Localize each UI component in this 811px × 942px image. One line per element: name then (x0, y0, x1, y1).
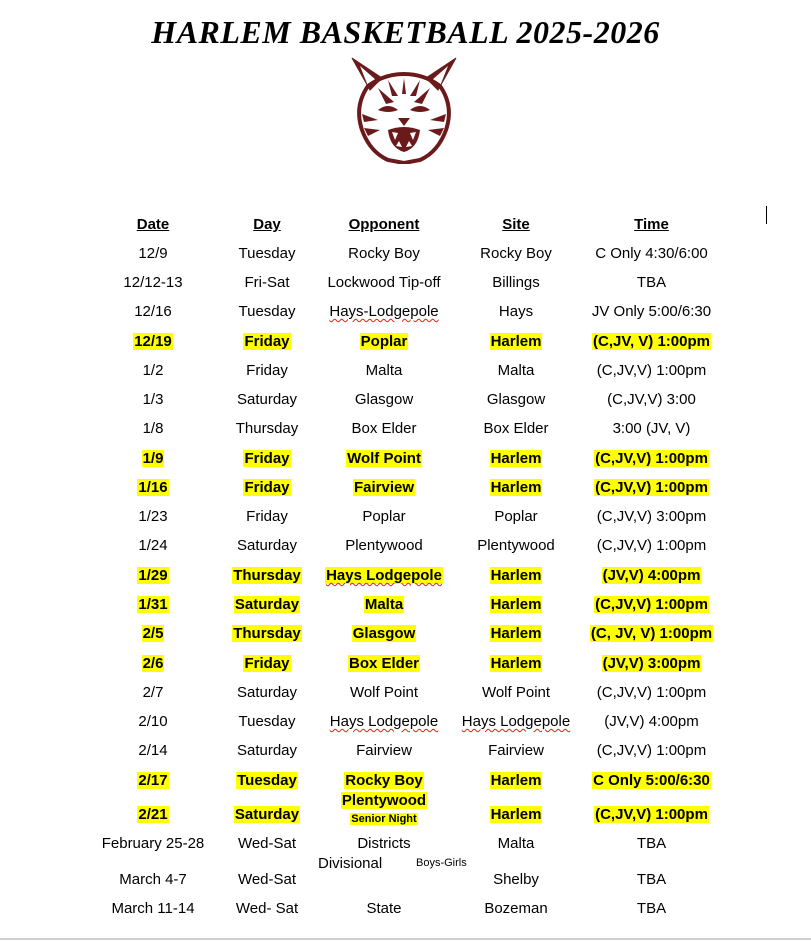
row-time: TBA (636, 871, 667, 888)
row-opponent: Wolf Point (349, 684, 419, 701)
row-opponent: Rocky Boy (348, 245, 420, 262)
row-opponent: State (366, 900, 402, 917)
row-opponent: Fairview (356, 742, 412, 759)
row-site: Rocky Boy (480, 245, 552, 262)
row-opponent-text: Box Elder (348, 655, 420, 672)
row-opponent (318, 625, 450, 643)
row-time-text: C Only 5:00/6:30 (593, 772, 710, 789)
row-opponent (318, 855, 467, 872)
row-site (449, 713, 583, 731)
row-day: Saturday (236, 742, 298, 759)
row-opponent-note: Senior Night (351, 813, 417, 825)
row-site-text: Harlem (490, 479, 542, 496)
row-day-text: Saturday (234, 596, 300, 613)
row-date-text: 12/19 (134, 333, 172, 350)
row-day (212, 450, 322, 468)
row-time-text: (C,JV,V) 1:00pm (595, 479, 708, 496)
row-day (212, 625, 322, 643)
row-date-text: 2/5 (142, 625, 164, 642)
row-site-text: Harlem (490, 567, 542, 584)
row-opponent-text: Glasgow (352, 625, 416, 642)
row-site: Malta (497, 835, 535, 852)
row-date (93, 772, 213, 790)
row-time: TBA (636, 835, 667, 852)
row-time: (C,JV,V) 3:00 (607, 391, 696, 408)
row-opponent-text: Divisional (318, 855, 383, 872)
row-time (579, 806, 724, 824)
row-day: Friday (246, 508, 288, 525)
row-opponent: Malta (365, 362, 403, 379)
row-opponent (318, 655, 450, 673)
row-site (449, 450, 583, 468)
row-site: Billings (492, 274, 540, 291)
row-date: 2/7 (142, 684, 164, 701)
row-time: JV Only 5:00/6:30 (591, 303, 712, 320)
row-site-text: Harlem (490, 596, 542, 613)
row-date: 1/8 (142, 420, 164, 437)
row-opponent-text: Hays Lodgepole (326, 567, 442, 584)
row-site-text: Harlem (490, 333, 542, 350)
row-date: 2/14 (138, 742, 168, 759)
row-site (449, 596, 583, 614)
row-day: Thursday (235, 420, 299, 437)
row-day (212, 655, 322, 673)
row-day-text: Friday (244, 450, 290, 467)
row-site: Shelby (493, 871, 539, 888)
row-day-text: Thursday (233, 567, 301, 584)
row-day (212, 596, 322, 614)
row-date-text: 1/31 (138, 596, 168, 613)
row-date-text: 2/21 (138, 806, 168, 823)
row-opponent (318, 333, 450, 351)
row-date: 12/16 (134, 303, 172, 320)
row-day-text: Thursday (233, 625, 301, 642)
row-day: Fri-Sat (244, 274, 290, 291)
row-time-text: (C, JV, V) 1:00pm (590, 625, 713, 642)
row-day-text: Saturday (234, 806, 300, 823)
row-day: Tuesday (238, 713, 296, 730)
row-date (93, 479, 213, 497)
row-site: Plentywood (477, 537, 555, 554)
row-day: Wed-Sat (237, 871, 297, 888)
header-time: Time (634, 216, 669, 233)
row-date-text: 1/9 (142, 450, 164, 467)
row-time: TBA (636, 900, 667, 917)
row-day (212, 567, 322, 585)
row-date: 1/2 (142, 362, 164, 379)
row-time (579, 479, 724, 497)
row-time: 3:00 (JV, V) (612, 420, 691, 437)
row-site-text: Harlem (490, 655, 542, 672)
row-site-text: Harlem (490, 450, 542, 467)
row-opponent (318, 713, 450, 731)
row-day (212, 772, 322, 790)
row-time (579, 655, 724, 673)
row-time: C Only 4:30/6:00 (595, 245, 708, 262)
header-date: Date (136, 216, 170, 233)
row-day: Tuesday (238, 303, 296, 320)
header-day: Day (253, 216, 281, 233)
row-time: TBA (636, 274, 667, 291)
row-time (579, 772, 724, 790)
row-opponent: Lockwood Tip-off (327, 274, 441, 291)
row-site: Glasgow (486, 391, 546, 408)
row-day: Saturday (236, 391, 298, 408)
row-site: Fairview (488, 742, 544, 759)
row-time (579, 450, 724, 468)
row-date-text: 2/6 (142, 655, 164, 672)
row-day-text: Friday (244, 333, 290, 350)
row-day: Tuesday (238, 245, 296, 262)
page-bottom-edge (0, 938, 811, 940)
row-time-text: (JV,V) 4:00pm (602, 567, 701, 584)
row-opponent-text: Wolf Point (347, 450, 421, 467)
row-opponent-text: Plentywood (341, 792, 427, 809)
row-opponent: Glasgow (354, 391, 414, 408)
row-time-text: (C,JV,V) 1:00pm (595, 806, 708, 823)
row-time: (C,JV,V) 1:00pm (596, 684, 707, 701)
row-time: (C,JV,V) 1:00pm (596, 537, 707, 554)
row-date (93, 806, 213, 824)
row-day: Wed-Sat (237, 835, 297, 852)
row-date-text: 2/17 (138, 772, 168, 789)
row-time-text: (C,JV,V) 1:00pm (595, 450, 708, 467)
row-day: Friday (246, 362, 288, 379)
row-opponent: Poplar (362, 508, 406, 525)
row-opponent: Districts (357, 835, 411, 852)
row-date (93, 625, 213, 643)
row-day: Saturday (236, 537, 298, 554)
row-opponent-note: Boys-Girls (416, 857, 467, 869)
row-time (579, 567, 724, 585)
row-opponent-text: Poplar (360, 333, 408, 350)
row-date-text: 1/29 (138, 567, 168, 584)
row-time (579, 333, 724, 351)
row-site: Bozeman (484, 900, 548, 917)
row-site (449, 655, 583, 673)
row-time: (JV,V) 4:00pm (604, 713, 699, 730)
row-date: 1/3 (142, 391, 164, 408)
row-opponent-text: Hays Lodgepole (329, 713, 439, 730)
row-day-text: Tuesday (237, 772, 297, 789)
row-site (449, 479, 583, 497)
row-date: February 25-28 (101, 835, 205, 852)
row-time-text: (C,JV,V) 1:00pm (595, 596, 708, 613)
row-date (93, 655, 213, 673)
row-date: 2/10 (138, 713, 168, 730)
row-day: Saturday (236, 684, 298, 701)
row-opponent: Box Elder (351, 420, 417, 437)
row-site-text: Harlem (490, 806, 542, 823)
row-opponent (318, 450, 450, 468)
row-opponent-text: Malta (364, 596, 404, 613)
row-site: Box Elder (483, 420, 549, 437)
row-date (93, 333, 213, 351)
row-opponent (318, 596, 450, 614)
row-opponent: Plentywood (345, 537, 423, 554)
row-site (449, 625, 583, 643)
row-opponent (318, 772, 450, 790)
row-time-text: (C,JV, V) 1:00pm (593, 333, 710, 350)
header-opponent: Opponent (348, 216, 420, 233)
row-day (212, 479, 322, 497)
row-site-text: Harlem (490, 772, 542, 789)
row-site: Malta (497, 362, 535, 379)
row-day (212, 333, 322, 351)
row-time-text: (JV,V) 3:00pm (602, 655, 701, 672)
row-site: Poplar (494, 508, 538, 525)
row-time (579, 625, 724, 643)
row-date: 12/9 (138, 245, 168, 262)
row-site-text: Hays Lodgepole (461, 713, 571, 730)
row-date: 1/24 (138, 537, 168, 554)
row-opponent (318, 303, 450, 321)
row-opponent (318, 479, 450, 497)
row-opponent (318, 567, 450, 585)
row-date (93, 567, 213, 585)
row-site (449, 772, 583, 790)
row-site: Hays (498, 303, 534, 320)
row-date: March 11-14 (111, 900, 195, 917)
row-date-text: 1/16 (138, 479, 168, 496)
row-date (93, 450, 213, 468)
row-opponent-text: Fairview (353, 479, 415, 496)
row-date: March 4-7 (119, 871, 187, 888)
row-time: (C,JV,V) 3:00pm (596, 508, 707, 525)
row-time: (C,JV,V) 1:00pm (596, 362, 707, 379)
row-day-text: Friday (244, 479, 290, 496)
row-opponent-text: Rocky Boy (345, 772, 423, 789)
text-cursor (766, 206, 767, 224)
row-date: 12/12-13 (123, 274, 183, 291)
row-time: (C,JV,V) 1:00pm (596, 742, 707, 759)
page-title: HARLEM BASKETBALL 2025-2026 (151, 14, 660, 50)
row-site: Wolf Point (481, 684, 551, 701)
row-opponent-text: Hays-Lodgepole (329, 303, 439, 320)
row-site (449, 333, 583, 351)
row-site-text: Harlem (490, 625, 542, 642)
header-site: Site (502, 216, 530, 233)
row-date (93, 596, 213, 614)
row-site (449, 567, 583, 585)
row-site (449, 806, 583, 824)
row-opponent (318, 792, 450, 828)
row-day-text: Friday (244, 655, 290, 672)
row-time (579, 596, 724, 614)
row-day (212, 806, 322, 824)
wildcat-logo-icon (348, 56, 460, 164)
row-date: 1/23 (138, 508, 168, 525)
row-day: Wed- Sat (235, 900, 299, 917)
